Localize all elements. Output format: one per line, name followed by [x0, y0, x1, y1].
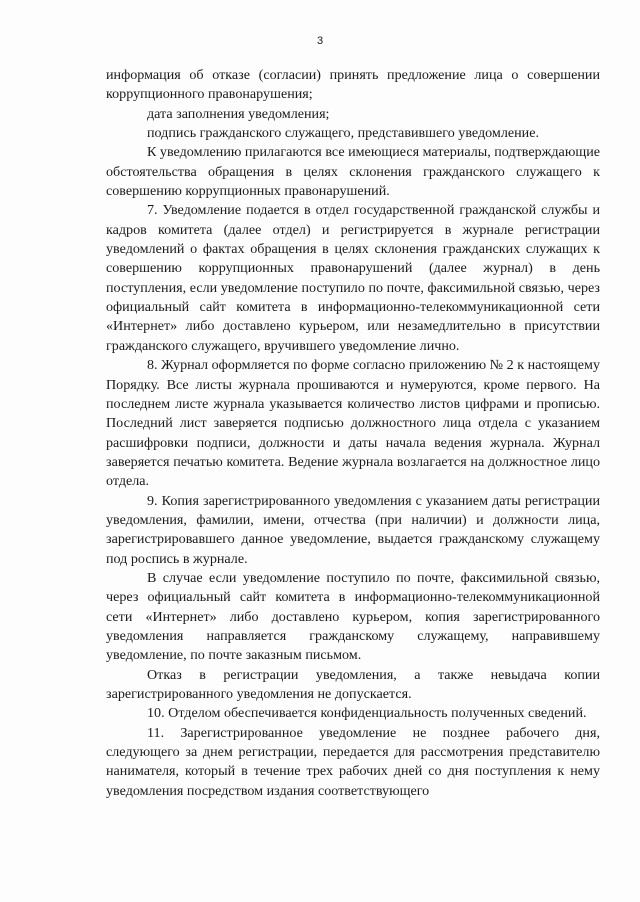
paragraph-item-7: 7. Уведомление подается в отдел государственной гражданской службы и кадров комитета (далее отдел) и регистрируется в журнале регистрации уведомлений о фактах обращения в целях склонения гражданских служащих к совершению коррупционных правонарушений (далее журнал) в день поступления, если уведомление поступило по почте, факсимильной связью, через официальный сайт комитета в информационно-телекоммуникационной сети «Интернет» либо доставлено курьером, или незамедлительно в присутствии гражданского служащего, вручившего уведомление лично. [106, 202, 600, 354]
paragraph-refusal-not-allowed: Отказ в регистрации уведомления, а также невыдача копии зарегистрированного уведомления не допускается. [106, 666, 600, 702]
paragraph-item-9: 9. Копия зарегистрированного уведомления с указанием даты регистрации уведомления, фамилии, имени, отчества (при наличии) и должности лица, зарегистрировавшего данное уведомление, выдается гражданскому служащему под роспись в журнале. [106, 492, 600, 567]
paragraph-refusal-info: информация об отказе (согласии) принять предложение лица о совершении коррупционного правонарушения; [106, 67, 600, 103]
paragraph-item-11: 11. Зарегистрированное уведомление не позднее рабочего дня, следующего за днем регистрации, передается для рассмотрения представителю нанимателя, который в течение трех рабочих дней со дня поступления к нему уведомления посредством издания соответствующего [106, 724, 600, 799]
paragraph-fill-date: дата заполнения уведомления; [147, 105, 330, 122]
page-number: 3 [316, 35, 324, 47]
paragraph-item-10: 10. Отделом обеспечивается конфиденциальность полученных сведений. [147, 705, 587, 722]
paragraph-signature: подпись гражданского служащего, представившего уведомление. [147, 125, 539, 142]
document-body [106, 66, 600, 801]
paragraph-mail-copy: В случае если уведомление поступило по почте, факсимильной связью, через официальный сайт комитета в информационно-телекоммуникационной сети «Интернет» либо доставлено курьером, копия зарегистрированного уведомления направляется гражданскому служащему, направившему уведомление, по почте заказным письмом. [106, 569, 600, 664]
paragraph-item-8: 8. Журнал оформляется по форме согласно приложению № 2 к настоящему Порядку. Все листы журнала прошиваются и нумеруются, кроме первого. На последнем листе журнала указывается количество листов цифрами и прописью. Последний лист заверяется подписью должностного лица отдела с указанием расшифровки подписи, должности и даты начала ведения журнала. Журнал заверяется печатью комитета. Ведение журнала возлагается на должностное лицо отдела. [106, 357, 600, 490]
paragraph-attachments: К уведомлению прилагаются все имеющиеся материалы, подтверждающие обстоятельства обращения в целях склонения гражданского служащего к совершению коррупционных правонарушений. [106, 144, 600, 200]
